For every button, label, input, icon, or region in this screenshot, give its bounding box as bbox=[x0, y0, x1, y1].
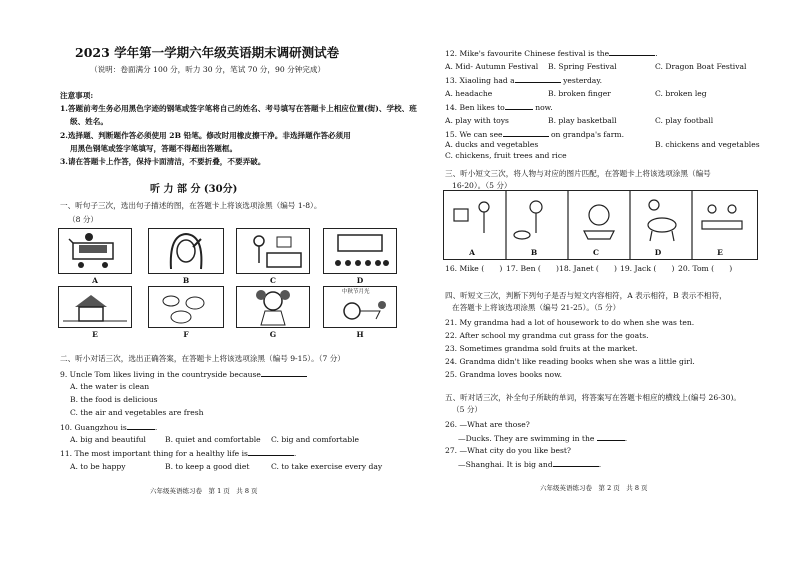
picture-e bbox=[58, 286, 132, 328]
page-footer: 六年级英语练习卷 第 2 页 共 8 页 bbox=[540, 484, 648, 492]
q11-option-b: B. to keep a good diet bbox=[165, 462, 250, 471]
farmhouse-icon bbox=[59, 287, 131, 327]
match-tom: 20. Tom ( ) bbox=[678, 264, 733, 273]
picture-d bbox=[323, 228, 397, 274]
part3-heading-cont: 16-20）。（5 分） bbox=[452, 181, 512, 190]
match-mike: 16. Mike ( ) bbox=[445, 264, 503, 273]
q12-option-b: B. Spring Festival bbox=[548, 62, 617, 71]
girl-icon bbox=[237, 287, 309, 327]
q14-option-b: B. play basketball bbox=[548, 116, 617, 125]
picture-label: H bbox=[356, 330, 364, 339]
match-jack: 19. Jack ( ) bbox=[620, 264, 675, 273]
question-12: 12. Mike's favourite Chinese festival is the . bbox=[445, 49, 658, 58]
match-janet: 18. Janet ( ) bbox=[559, 264, 618, 273]
exam-subtitle: （说明：卷面满分 100 分，听力 30 分，笔试 70 分，90 分钟完成） bbox=[90, 65, 326, 74]
question-15: 15. We can see on grandpa's farm. bbox=[445, 130, 625, 139]
question-26: 26. —What are those? bbox=[445, 420, 530, 429]
desk-study-icon bbox=[237, 229, 309, 273]
exam-title: 2023 学年第一学期六年级英语期末调研测试卷 bbox=[75, 45, 340, 60]
shopping-cart-icon bbox=[59, 229, 131, 273]
right-page bbox=[418, 0, 794, 561]
part1-heading: 一、听句子三次，选出句子描述的图，在答题卡上将该选项涂黑（编号 1-8）。 bbox=[60, 201, 322, 210]
picture-a bbox=[58, 228, 132, 274]
q11-option-a: A. to be happy bbox=[70, 462, 126, 471]
question-13: 13. Xiaoling had a yesterday. bbox=[445, 76, 603, 85]
q13-option-a: A. headache bbox=[445, 89, 493, 98]
q12-option-a: A. Mid- Autumn Festival bbox=[445, 62, 539, 71]
q11-option-c: C. to take exercise every day bbox=[271, 462, 383, 471]
picture-label: C bbox=[270, 276, 276, 285]
q14-option-c: C. play football bbox=[655, 116, 714, 125]
q9-option-c: C. the air and vegetables are fresh bbox=[70, 408, 204, 417]
picture-label: C bbox=[593, 248, 599, 257]
q15-option-c: C. chickens, fruit trees and rice bbox=[445, 151, 567, 160]
answer-27: —Shanghai. It is big and . bbox=[458, 460, 602, 469]
answer-26: —Ducks. They are swimming in the . bbox=[458, 434, 628, 443]
animals-icon bbox=[149, 287, 223, 327]
statement-22: 22. After school my grandma cut grass for the goats. bbox=[445, 331, 649, 340]
part1-score: （8 分） bbox=[68, 215, 99, 224]
q9-option-b: B. the food is delicious bbox=[70, 395, 158, 404]
q10-option-b: B. quiet and comfortable bbox=[165, 435, 261, 444]
classroom-board-icon bbox=[324, 229, 396, 273]
part5-heading: 五、听对话三次，补全句子所缺的单词，将答案写在答题卡相应的横线上(编号 26-30)。 bbox=[445, 393, 742, 402]
statement-23: 23. Sometimes grandma sold fruits at the market. bbox=[445, 344, 638, 353]
picture-label: A bbox=[469, 248, 475, 257]
statement-25: 25. Grandma loves books now. bbox=[445, 370, 563, 379]
picture-label: E bbox=[717, 248, 723, 257]
picture-label: G bbox=[269, 330, 277, 339]
picture-label: D bbox=[356, 276, 364, 285]
question-14: 14. Ben likes to now. bbox=[445, 103, 553, 112]
picture-label: D bbox=[654, 248, 662, 257]
notice-line: 3.请在答题卡上作答，保持卡面清洁，不要折叠，不要弄破。 bbox=[60, 157, 266, 166]
picture-label: B bbox=[530, 248, 538, 257]
q13-option-b: B. broken finger bbox=[548, 89, 611, 98]
notice-title: 注意事项: bbox=[60, 91, 94, 100]
notice-line: 1.答题前考生务必用黑色字迹的钢笔或签字笔将自己的姓名、考号填写在答题卡上相应位置(街)、学校、班 bbox=[60, 104, 417, 113]
part4-heading-cont: 在答题卡上将该选项涂黑（编号 21-25）。（5 分） bbox=[452, 303, 621, 312]
picture-b bbox=[148, 228, 224, 274]
listening-section-title: 听 力 部 分 (30分) bbox=[150, 184, 238, 195]
page-footer: 六年级英语练习卷 第 1 页 共 8 页 bbox=[150, 487, 258, 495]
q9-option-a: A. the water is clean bbox=[70, 382, 150, 391]
statement-24: 24. Grandma didn't like reading books when she was a little girl. bbox=[445, 357, 695, 366]
question-9: 9. Uncle Tom likes living in the countryside because bbox=[60, 369, 307, 379]
statement-21: 21. My grandma had a lot of housework to do when she was ten. bbox=[445, 318, 695, 327]
part2-heading: 二、听小对话三次，选出正确答案，在答题卡上将该选项涂黑（编号 9-15）。（7 分） bbox=[60, 354, 345, 363]
q10-option-a: A. big and beautiful bbox=[70, 435, 146, 444]
picture-label: A bbox=[92, 276, 98, 285]
question-27: 27. —What city do you like best? bbox=[445, 446, 571, 455]
picture-label: B bbox=[182, 276, 190, 285]
picture-h-caption: 中秋节月光 bbox=[342, 289, 370, 295]
picture-label: E bbox=[92, 330, 98, 339]
q15-option-b: B. chickens and vegetables bbox=[655, 140, 760, 149]
q12-option-c: C. Dragon Boat Festival bbox=[655, 62, 747, 71]
notice-line: 用黑色钢笔或签字笔填写，答题不得超出答题框。 bbox=[70, 144, 238, 153]
q13-option-c: C. broken leg bbox=[655, 89, 707, 98]
girl-headache-icon bbox=[149, 229, 223, 273]
match-ben: 17. Ben ( ) bbox=[506, 264, 559, 273]
part5-score: （5 分） bbox=[452, 405, 483, 414]
picture-c bbox=[236, 228, 310, 274]
picture-label: F bbox=[183, 330, 189, 339]
picture-g bbox=[236, 286, 310, 328]
notice-line: 2.选择题、判断题作答必须使用 2B 铅笔。修改时用橡皮擦干净。非选择题作答必须用 bbox=[60, 131, 351, 140]
picture-h bbox=[323, 286, 397, 328]
q10-option-c: C. big and comfortable bbox=[271, 435, 360, 444]
part4-heading: 四、听短文三次，判断下列句子是否与短文内容相符，A 表示相符，B 表示不相符， bbox=[445, 291, 727, 300]
question-10: 10. Guangzhou is . bbox=[60, 423, 158, 432]
part3-heading: 三、听小短文三次，将人物与对应的图片匹配，在答题卡上将该选项涂黑（编号 bbox=[445, 169, 711, 178]
q14-option-a: A. play with toys bbox=[445, 116, 509, 125]
notice-line: 级、姓名。 bbox=[70, 117, 108, 126]
picture-f bbox=[148, 286, 224, 328]
question-11: 11. The most important thing for a healthy life is . bbox=[60, 449, 297, 458]
q15-option-a: A. ducks and vegetables bbox=[445, 140, 539, 149]
